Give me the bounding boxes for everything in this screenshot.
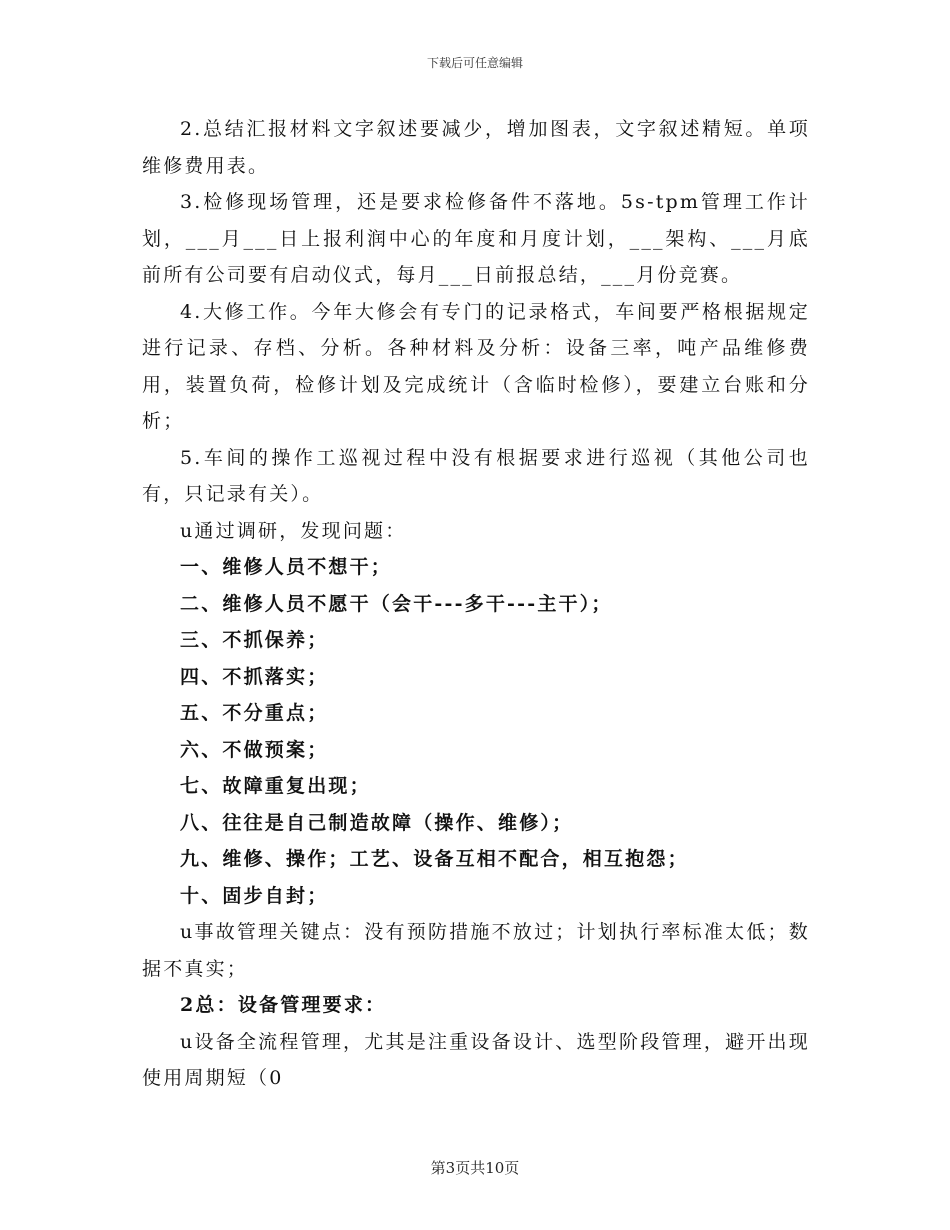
paragraph-summary-report: 2.总结汇报材料文字叙述要减少，增加图表，文字叙述精短。单项维修费用表。: [142, 118, 810, 177]
list-item-problem-5: 五、不分重点；: [180, 702, 329, 724]
paragraph-overhaul-work: 4.大修工作。今年大修会有专门的记录格式，车间要严格根据规定进行记录、存档、分析。各种材料及分析：设备三率，吨产品维修费用，装置负荷，检修计划及完成统计（含临时检修），要建立台账和分析；: [142, 300, 810, 432]
list-item-problem-6: 六、不做预案；: [180, 738, 329, 761]
list-item-problem-3: 三、不抓保养；: [180, 629, 329, 651]
paragraph-accident-key-points: u事故管理关键点：没有预防措施不放过；计划执行率标准太低；数据不真实；: [142, 921, 810, 980]
document-body: [142, 111, 810, 1097]
paragraph-full-process-management: u设备全流程管理，尤其是注重设备设计、选型阶段管理，避开出现使用周期短（0: [142, 1030, 810, 1089]
page-number: 第3页共10页: [430, 1159, 520, 1177]
list-item-problem-8: 八、往往是自己制造故障（操作、维修）；: [180, 811, 574, 834]
section-heading-equipment-requirements: 2总：设备管理要求：: [180, 994, 387, 1016]
list-item-problem-2: 二、维修人员不愿干（会干---多干---主干）；: [180, 592, 613, 615]
paragraph-site-management: 3.检修现场管理，还是要求检修备件不落地。5s-tpm管理工作计划，___月___日上报利润中心的年度和月度计划，___架构、___月底前所有公司要有启动仪式，每月___日前报总结，___月份竞赛。: [142, 191, 810, 286]
paragraph-inspection-patrol: 5.车间的操作工巡视过程中没有根据要求进行巡视（其他公司也有，只记录有关）。: [142, 446, 810, 505]
list-item-problem-9: 九、维修、操作；工艺、设备互相不配合，相互抱怨；: [180, 848, 689, 870]
page-header: 下载后可任意编辑: [426, 56, 523, 70]
paragraph-research-findings: u通过调研，发现问题：: [180, 519, 407, 542]
list-item-problem-1: 一、维修人员不想干；: [180, 556, 393, 578]
list-item-problem-7: 七、故障重复出现；: [180, 775, 371, 797]
list-item-problem-4: 四、不抓落实；: [180, 665, 329, 688]
list-item-problem-10: 十、固步自封；: [180, 884, 329, 907]
